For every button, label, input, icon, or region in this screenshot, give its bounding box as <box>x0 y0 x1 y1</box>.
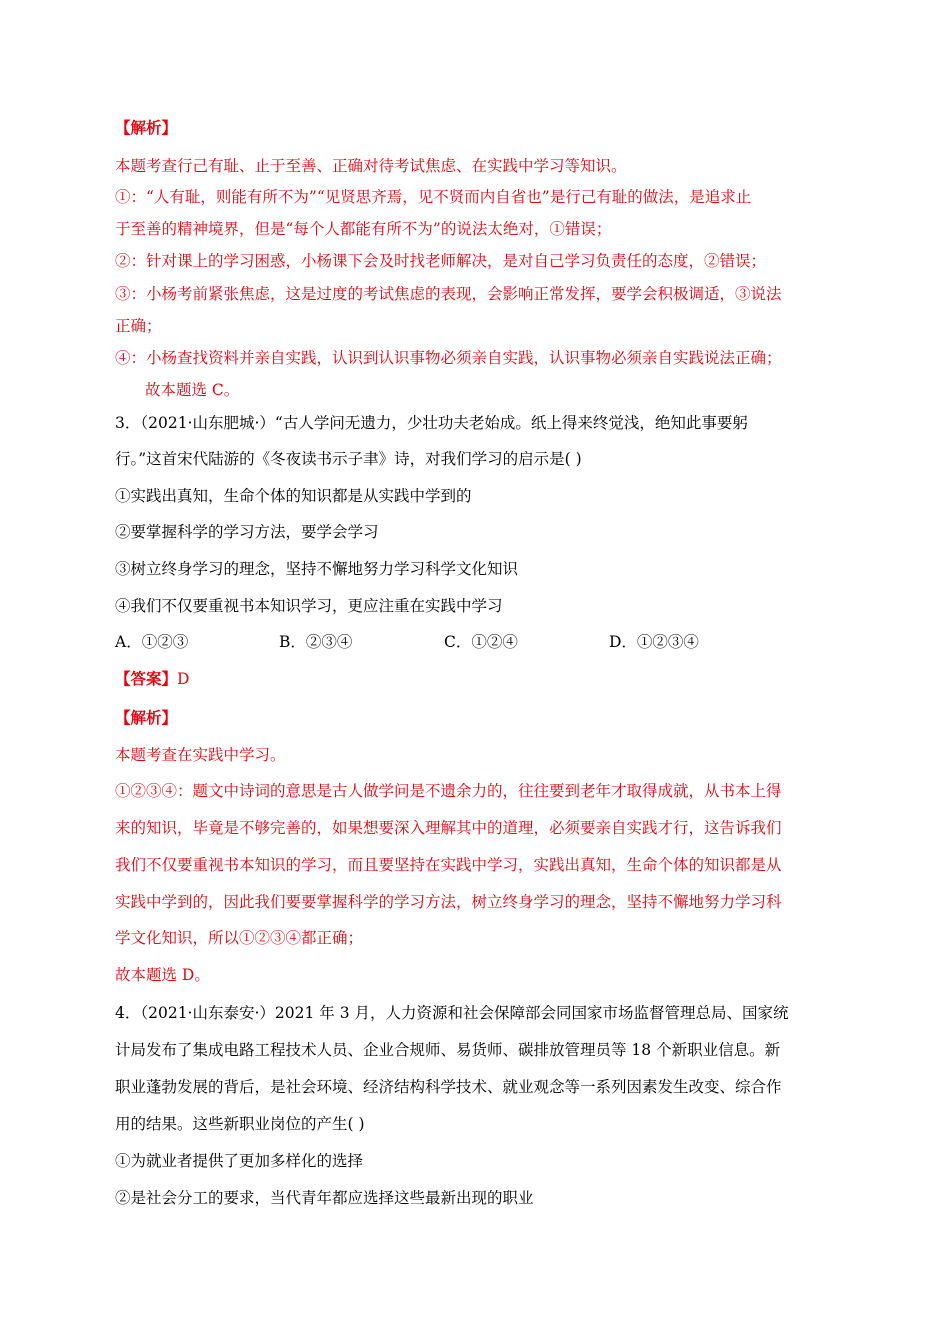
question-3-analysis-line-2: 来的知识，毕竟是不够完善的，如果想要深入理解其中的道理，必须要亲自实践才行，这告诉我们 <box>115 819 782 837</box>
question-3-analysis-line-5: 学文化知识，所以①②③④都正确； <box>115 929 364 947</box>
question-3-analysis-line-1: ①②③④：题文中诗词的意思是古人做学问是不遗余力的，往往要到老年才取得成就，从书本上得 <box>115 782 782 800</box>
question-3-stem-b: 行。”这首宋代陆游的《冬夜读书示子聿》诗，对我们学习的启示是( ) <box>115 450 582 468</box>
analysis-point-1a: ①：“人有耻，则能有所不为”“见贤思齐焉，见不贤而内自省也”是行己有耻的做法，是追求止 <box>115 188 752 206</box>
question-4-stem-d: 用的结果。这些新职业岗位的产生( ) <box>115 1115 365 1133</box>
question-3-stem-a: 3．（2021·山东肥城·）“古人学问无遗力，少壮功夫老始成。纸上得来终觉浅，绝知此事要躬 <box>115 414 748 432</box>
question-3-item-2: ②要掌握科学的学习方法，要学会学习 <box>115 523 379 541</box>
analysis-point-3b: 正确； <box>115 317 162 335</box>
analysis-point-3a: ③：小杨考前紧张焦虑，这是过度的考试焦虑的表现，会影响正常发挥，要学会积极调适，③说法 <box>115 285 782 303</box>
option-c: C．①②④ <box>444 633 518 651</box>
question-3-item-4: ④我们不仅要重视书本知识学习，更应注重在实践中学习 <box>115 597 503 615</box>
answer-value: D <box>177 670 190 688</box>
question-4-stem-c: 职业蓬勃发展的背后，是社会环境、经济结构科学技术、就业观念等一系列因素发生改变、综合作 <box>115 1078 782 1096</box>
question-4-stem-b: 计局发布了集成电路工程技术人员、企业合规师、易货师、碳排放管理员等 18 个新职业信息。新 <box>115 1041 781 1059</box>
question-3-analysis-line-3: 我们不仅要重视书本知识的学习，而且要坚持在实践中学习，实践出真知，生命个体的知识都是从 <box>115 856 782 874</box>
option-a: A．①②③ <box>115 633 189 651</box>
question-3-analysis-conclusion: 故本题选 D。 <box>115 966 210 984</box>
question-4-item-2: ②是社会分工的要求，当代青年都应选择这些最新出现的职业 <box>115 1189 534 1207</box>
option-b: B．②③④ <box>279 633 353 651</box>
question-3-analysis-header: 【解析】 <box>115 708 178 727</box>
analysis-point-4: ④：小杨查找资料并亲自实践，认识到认识事物必须亲自实践，认识事物必须亲自实践说法正确； <box>115 349 782 367</box>
analysis-intro: 本题考查行己有耻、止于至善、正确对待考试焦虑、在实践中学习等知识。 <box>115 157 627 175</box>
analysis-header: 【解析】 <box>115 118 178 137</box>
answer-label: 【答案】 <box>115 669 178 688</box>
analysis-point-1b: 于至善的精神境界，但是“每个人都能有所不为”的说法太绝对，①错误； <box>115 220 612 238</box>
question-4-stem-a: 4．（2021·山东泰安·）2021 年 3 月，人力资源和社会保障部会同国家市场监督管理总局、国家统 <box>115 1004 789 1022</box>
analysis-point-2: ②：针对课上的学习困惑，小杨课下会及时找老师解决，是对自己学习负责任的态度，②错误； <box>115 252 767 270</box>
question-3-analysis-intro: 本题考查在实践中学习。 <box>115 746 286 764</box>
analysis-conclusion: 故本题选 C。 <box>145 381 240 399</box>
answer-line <box>115 669 189 689</box>
question-3-item-1: ①实践出真知，生命个体的知识都是从实践中学到的 <box>115 487 472 505</box>
option-d: D．①②③④ <box>609 633 699 651</box>
question-4-item-1: ①为就业者提供了更加多样化的选择 <box>115 1152 364 1170</box>
question-3-item-3: ③树立终身学习的理念，坚持不懈地努力学习科学文化知识 <box>115 560 519 578</box>
question-3-analysis-line-4: 实践中学到的，因此我们要要掌握科学的学习方法，树立终身学习的理念，坚持不懈地努力学习科 <box>115 893 782 911</box>
